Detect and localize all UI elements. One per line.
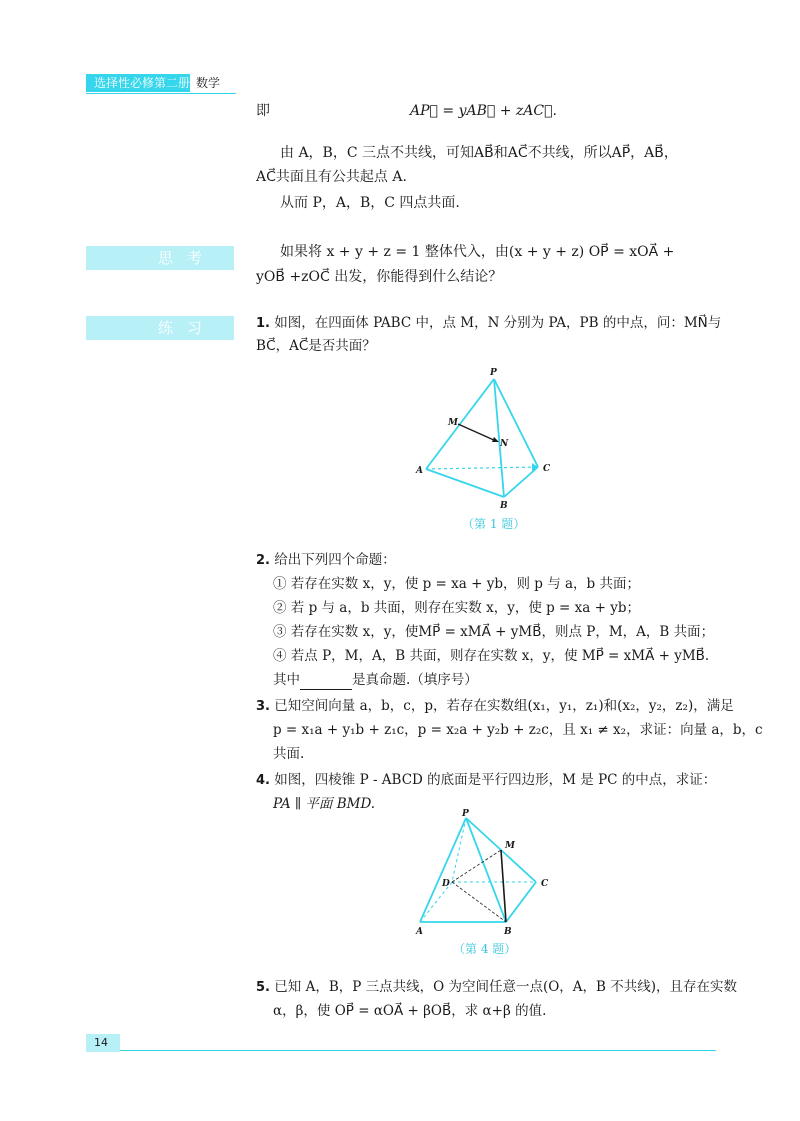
q5-line-1: 已知 A，B，P 三点共线，O 为空间任意一点(O，A，B 不共线)，且存在实数 — [274, 979, 738, 995]
edge-AC-hidden — [426, 467, 538, 469]
q4 — [256, 770, 716, 791]
q3 — [256, 696, 734, 717]
q1 — [256, 313, 721, 334]
label-P: P — [462, 809, 469, 819]
footer-rule — [120, 1050, 716, 1051]
practice-label: 练习 — [86, 316, 234, 340]
label-A: A — [416, 466, 423, 476]
tetrahedron-figure — [410, 365, 560, 513]
q2 — [256, 550, 396, 571]
q3-line-2: p = x₁a + y₁b + z₁c，p = x₂a + y₂b + z₂c，且 x₁ ≠ x₂，求证：向量 a，b，c — [273, 722, 763, 738]
q5 — [256, 977, 737, 998]
label-M: M — [505, 841, 515, 851]
label-D: D — [442, 879, 450, 889]
q2-item-2: ② 若 p 与 a，b 共面，则存在实数 x，y，使 p = xa + yb； — [273, 600, 640, 616]
label-N: N — [500, 439, 509, 449]
q4-line-2: PA ∥ 平面 BMD. — [273, 796, 376, 812]
q1-caption: （第 1 题） — [462, 517, 526, 531]
q4-line-1: 如图，四棱锥 P - ABCD 的底面是平行四边形，M 是 PC 的中点，求证： — [274, 772, 717, 788]
label-A: A — [416, 927, 423, 937]
answer-blank[interactable] — [300, 675, 352, 690]
q2-item-4: ④ 若点 P，M，A，B 共面，则存在实数 x，y，使 MP⃗ = xMA⃗ + yMB⃗. — [273, 648, 710, 664]
proof-line-4: 从而 P，A，B，C 四点共面. — [280, 195, 460, 211]
q3-number: 3. — [256, 699, 270, 714]
q3-line-1: 已知空间向量 a，b，c，p，若存在实数组(x₁，y₁，z₁)和(x₂，y₂，z₂)，满足 — [274, 698, 734, 714]
segment-DM — [452, 850, 501, 882]
proof-line-2: 由 A，B，C 三点不共线，可知AB⃗和AC⃗不共线，所以AP⃗，AB⃗， — [280, 145, 678, 161]
edge-PA — [426, 379, 494, 469]
think-line-2: yOB⃗ +zOC⃗ 出发，你能得到什么结论？ — [256, 269, 503, 285]
pyramid-figure — [410, 808, 560, 938]
think-label: 思考 — [86, 246, 234, 270]
subject-label: 数学 — [196, 76, 221, 90]
edge-PD-hidden — [452, 818, 466, 882]
edge-AB — [426, 469, 504, 497]
q4-caption: （第 4 题） — [453, 942, 517, 956]
page-number: 14 — [86, 1034, 120, 1052]
label-B: B — [500, 501, 508, 511]
label-C: C — [543, 464, 551, 474]
label-B: B — [504, 927, 512, 937]
edge-BC — [506, 882, 536, 922]
q1-line-2: BC⃗，AC⃗是否共面？ — [256, 338, 376, 354]
label-C: C — [541, 879, 549, 889]
label-M: M — [448, 418, 458, 428]
q2-number: 2. — [256, 553, 270, 568]
think-line-1: 如果将 x + y + z = 1 整体代入，由(x + y + z) OP⃗ = xOA⃗ + — [280, 244, 675, 260]
header-rule — [86, 93, 236, 94]
proof-label: 即 — [256, 103, 270, 119]
q1-number: 1. — [256, 316, 270, 331]
label-P: P — [490, 368, 497, 378]
proof-formula: AP⃗ = yAB⃗ + zAC⃗. — [410, 103, 557, 119]
vector-MN-arrowhead — [492, 437, 499, 442]
edge-BC — [504, 467, 538, 497]
q3-line-3: 共面. — [273, 746, 305, 762]
q4-number: 4. — [256, 773, 270, 788]
q2-tail-before: 其中 — [273, 672, 300, 688]
q1-line-1: 如图，在四面体 PABC 中，点 M，N 分别为 PA，PB 的中点，问：MN⃗与 — [274, 315, 722, 331]
vector-MN — [458, 424, 496, 441]
q5-number: 5. — [256, 980, 270, 995]
q2-item-1: ① 若存在实数 x，y，使 p = xa + yb，则 p 与 a，b 共面； — [273, 576, 640, 592]
proof-line-3: AC⃗共面且有公共起点 A. — [256, 169, 407, 185]
q5-line-2: α，β，使 OP⃗ = αOA⃗ + βOB⃗，求 α+β 的值. — [273, 1003, 547, 1019]
q2-intro: 给出下列四个命题： — [274, 552, 396, 568]
book-title-tag: 选择性必修第二册 — [86, 74, 190, 92]
q2-item-3: ③ 若存在实数 x，y，使MP⃗ = xMA⃗ + yMB⃗，则点 P，M，A，B 共面； — [273, 624, 715, 640]
q2-tail-after: 是真命题.（填序号） — [352, 672, 478, 688]
edge-PA — [420, 818, 466, 922]
q2-tail — [273, 670, 478, 690]
edge-PB — [466, 818, 506, 922]
